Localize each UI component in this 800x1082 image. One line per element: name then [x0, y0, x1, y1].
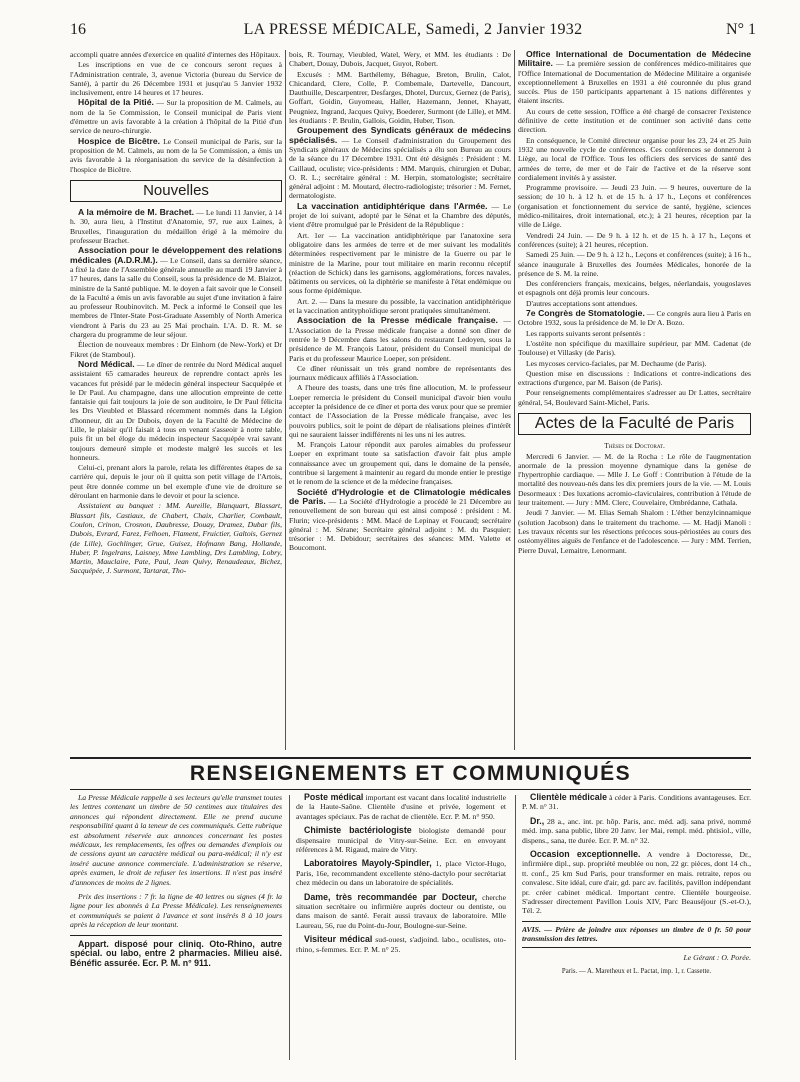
- paragraph: La Presse Médicale rappelle à ses lecteurs qu'elle transmet toutes les lettres contenant un timbre de 50 centimes aux titulaires des annonces qui répondent directement. Elle ne prend aucune responsabilité quant à la teneur de ces communiqués. Cette rubrique est absolument réservée aux annonces concernant les postes médicaux, les remplacements, les offres ou demandes d'emplois ou de cessions ayant un caractère médical ou para-médical; il n'y est inséré aucune annonce commerciale. L'administration se réserve, après examen, le droit de refuser les insertions. Il n'est pas inséré d'annonces de moins de 2 lignes.: [70, 793, 282, 887]
- article-bicetre: [70, 137, 282, 174]
- paragraph: Question mise en discussions : Indications et contre-indications des extractions d'urgence, par M. Baison (de Paris).: [518, 368, 751, 388]
- article-text: — L'Association de la Presse médicale française a donné son dîner de rentrée le 9 Décembre dans les salons du restaurant Ledoyen, sous la présidence de M. François Latour, président du Conseil municipal de Paris et du professeur Maurice Loeper, son président.: [289, 316, 511, 363]
- classifieds-column-1: [70, 793, 282, 1063]
- article-heading: Société d'Hydrologie et de Climatologie médicales de Paris.: [289, 486, 511, 506]
- classified-ad: [296, 893, 506, 931]
- paragraph: Les mycoses cervico-faciales, par M. Dechaume (de Paris).: [526, 358, 707, 368]
- paragraph: Des conférenciers français, mexicains, belges, néerlandais, yougoslaves et espagnols ont déjà promis leur concours.: [518, 279, 751, 298]
- ad-heading: Occasion exceptionnelle.: [530, 849, 641, 860]
- article-text: Le Conseil municipal de Paris, sur la proposition de M. Calmels, au nom de la 5e Commission, a émis un avis favorable à la réorganisation du service de la désinfection à l'hospice de Bicêtre.: [70, 136, 282, 174]
- column-2: [289, 50, 511, 752]
- issue-number: N° 1: [726, 21, 756, 38]
- article-heading: Office International de Documentation de Médecine Militaire.: [518, 50, 751, 69]
- article-text: — La première session de conférences médico-militaires que l'Office International de Documentation de Médecine Militaire a organisée exceptionnellement à Bruxelles en 1931 a été couronnée du plus grand succès. Plus de 150 participants appartenant à 15 nations différentes y étaient inscrits.: [518, 59, 751, 106]
- ad-heading: Visiteur médical: [304, 934, 373, 945]
- subsection-title: Thèses de Doctorat.: [604, 441, 665, 451]
- paragraph: Art. 2. — Dans la mesure du possible, la vaccination antidiphtérique et la vaccination antityphoïdique seront pratiquées simultanément.: [289, 296, 511, 316]
- paragraph: Samedi 25 Juin. — De 9 h. à 12 h., Leçons et conférences (suite); à 16 h., séance inaugurale à Bruxelles des Journées Médicales, honorée de la présence de S. M. la reine.: [518, 250, 751, 278]
- article-heading: A la mémoire de M. Brachet.: [78, 207, 194, 218]
- paragraph: Pour renseignements complémentaires s'adresser au Dr Lattes, secrétaire général, 54, Boulevard Saint-Michel, Paris.: [518, 388, 751, 407]
- column-divider: [514, 50, 515, 750]
- article-heading: Nord Médical.: [78, 358, 135, 369]
- classified-ad: [296, 935, 506, 954]
- paragraph: Jeudi 7 Janvier. — M. Elias Semah Shalom : L'éther benzylcinnamique (solution Jacobson) dans le traitement du trachome. — M. Hadji Manoli : Les travaux récents sur les résections précoces sous-périostées au cours des ostéomyélites aiguës de l'enfance et de l'adolescence. — Jury : MM. Terrien, Pierre Duval, Lemaitre, Lenormant.: [518, 508, 751, 555]
- article-text: — Ce congrès aura lieu à Paris en Octobre 1932, sous la présidence de M. le Dr A. Bozo.: [518, 309, 751, 328]
- ad-heading: Dame, très recommandée par Docteur,: [304, 891, 478, 902]
- ad-text: sud-ouest, s'adjoind. labo., oculistes, oto-rhino, s-femmes. Ecr. P. M. n° 25.: [296, 935, 506, 954]
- page-number: 16: [70, 21, 86, 38]
- renseignements-banner: [70, 757, 751, 790]
- classified-ad: [522, 817, 751, 845]
- ad-heading: Dr.,: [530, 815, 545, 826]
- article-heading: Hôpital de la Pitié.: [78, 97, 154, 108]
- paragraph: L'ostéite non spécifique du maxillaire supérieur, par MM. Cadenat (de Toulouse) et Villasky (de Paris).: [518, 338, 751, 358]
- article-text: — Le dîner de rentrée du Nord Médical auquel assistaient 65 camarades heureux de reprendre contact après les vacances fut présidé par le médecin général inspecteur Sacquépée et le Dr Paul. Au champagne, dans une allocution empreinte de cette fantaisie qui fait toujours la joie de son auditoire, le Dr Paul félicita les Drs Vieubled et Blassard récemment nommés dans la Légion d'honneur, dit au Dr Dubois, doyen de la Faculté de Médecine de Lille, le plaisir qu'il faisait à tous en venant s'asseoir à notre table, puis fit un bel éloge du médecin inspecteur Sacquépée vrai savant toujours demeuré simple et modeste malgré les succès et les honneurs.: [70, 359, 282, 462]
- paragraph: Art. 1er — La vaccination antidiphtérique par l'anatoxine sera obligatoire dans les armées de terre et de mer suivant les modalités déterminées respectivement par le ministre de la Guerre ou par le ministre de la Marine, pour tout militaire en marin reconnu réceptif (réaction de Schick) dans les garnisons, agglomérations, forces navales, bâtiments ou services, où la diphtérie se manifeste à l'état endémique ou sous forme épidémique.: [289, 230, 511, 296]
- classified-ad: [522, 793, 751, 812]
- ad-text: important est vacant dans localité industrielle de la Haute-Saône. Clientèle d'usine et privée, logement et avantages spéciaux. Pas de rachat de clientèle. Ecr. P. M. n° 950.: [296, 793, 506, 821]
- article-text: — Le projet de loi suivant, adopté par le Sénat et la Chambre des députés, vient d'être promulgué par le Président de la République :: [289, 201, 511, 230]
- ad-text: Appart. disposé pour cliniq. Oto-Rhino, autre spécial. ou labo, entre 2 pharmacies. Milieu aisé. Bénéfic assurée. Ecr. P. M. n° 911.: [70, 938, 282, 968]
- paragraph: Assistaient au banquet : MM. Aureille, Blanquart, Blassart, Blassart fils, Castiaux, de Chabert, Chaix, Charlier, Combault, Coulon, Crinon, Crosnon, Daubresse, Douay, Dramez, Dubar fils, Dubois, Evrard, Farez, Felhoen, Flament, Fruictier, Galtois, Gernez (de Lille), Gochlinger, Grue, Guisez, Hofmann Bang, Hollande, Huber, P. Ingelrans, Laisney, Mme Lambling, Drs Lambling, Lobry, Martin, Mauclaire, Pate, Paul, Jean Quivy, Renaudeaux, Bichez, Sacquépée, J. Surmont, Tartarat, Tho-: [70, 501, 282, 576]
- running-header: [70, 21, 756, 43]
- paragraph: bois, R. Tournay, Vieubled, Watel, Wery, et MM. les étudiants : De Chabert, Douay, Dubois, Jacquet, Guyot, Robert.: [289, 50, 511, 69]
- ad-heading: Chimiste bactériologiste: [304, 825, 412, 836]
- ad-heading: Clientèle médicale: [530, 793, 607, 802]
- ad-text: 28 a., anc. int. pr. hôp. Paris, anc. méd. adj. sana privé, nommé méd. imp. sana public, libre 20 Janv. 1er Mai, rempl. méd. phtisiol., ville, dispens., sana, tte durée. Ecr. P. M. n° 32.: [522, 816, 751, 845]
- section-box-nouvelles: [70, 180, 282, 202]
- paragraph: Excusés : MM. Barthélemy, Béhague, Breton, Brulin, Calot, Chicandard, Clere, Colle, P. Combemale, Dartevelle, Dancourt, Dauthuille, Descarpentrer, Desfarges, Dhotel, Durcux, Gernez (de Paris), Goffart, Goidin, Guyomeau, Haller, Hazemann, Jennet, Khayatt, Peugniez, Ingrand, Jacques Quivy, Boederer, Surmont (de Lille), et MM. les étudiants : P. Brulin, Gallois, Goidin, Huber, Tison.: [289, 69, 511, 126]
- article-vaccination: [289, 202, 511, 230]
- paragraph: Élection de nouveaux membres : Dr Einhorn (de New-York) et Dr Fikret (de Stamboul).: [70, 340, 282, 359]
- journal-title: LA PRESSE MÉDICALE, Samedi, 2 Janvier 1932: [243, 21, 583, 38]
- article-stomatologie: [518, 309, 751, 328]
- ad-heading: Laboratoires Mayoly-Spindler,: [304, 858, 432, 869]
- article-syndicats: [289, 126, 511, 200]
- paragraph: En conséquence, le Comité directeur organise pour les 23, 24 et 25 Juin 1932 une nouvelle cycle de conférences. Ces conférences se donneront à Liège, au local de l'Office. Tous les officiers des services de santé des armées de terre, de mer et de l'air de l'active et de la réserve sont cordialement invités à y assister.: [518, 135, 751, 182]
- classifieds-column-2: [296, 793, 506, 1063]
- classified-ad: [522, 850, 751, 916]
- section-title: Actes de la Faculté de Paris: [534, 414, 735, 432]
- divider: [70, 935, 282, 936]
- paragraph: Prix des insertions : 7 fr. la ligne de 40 lettres ou signes (4 fr. la ligne pour les abonnés à La Presse Médicale). Les renseignements et communiqués se paient à l'avance et sont insérés 8 à 10 jours après la réception de leur montant.: [70, 892, 282, 930]
- article-heading: 7e Congrès de Stomatologie.: [526, 308, 645, 319]
- article-text: — La Société d'Hydrologie a procédé le 21 Décembre au renouvellement de son bureau qui est ainsi composé : président : M. Flurin; vice-présidents : MM. Macé de Lepinay et Foucaud; secrétaire général : M. Sérane; Secrétaire général adjoint : M. du Pasquier; trésorier : M. Debidour; secrétaires des séances: MM. Valette et Boucomont.: [289, 496, 511, 553]
- article-pitie: [70, 98, 282, 135]
- section-title: Nouvelles: [143, 181, 209, 199]
- article-heading: Association de la Presse médicale française.: [297, 315, 498, 326]
- manager-signature: Le Gérant : O. Porée.: [683, 952, 751, 962]
- classified-ad: [296, 859, 506, 887]
- classified-ad: [296, 793, 506, 821]
- notice-avis: AVIS. — Prière de joindre aux réponses un timbre de 0 fr. 50 pour transmission des lettres.: [522, 921, 751, 948]
- printer-line: Paris. — A. Maretheux et L. Pactat, imp. 1, r. Cassette.: [561, 968, 712, 976]
- section-box-actes: [518, 413, 751, 435]
- article-hydrologie: [289, 488, 511, 553]
- ad-text: A vendre à Doctoresse, Dr., infirmière dipl., sup. propriété meublée ou non, 22 gr. pièces, dont 14 ch., tt. conf., 25 km Sud Paris, pour transformer en mais. retraite, repos ou convalesc. Site idéal, cure d'air, gd. parc av. facilités, pavillon indépendant pr. créer cabinet médical. Important centre. Clientèle bourgeoise. S'adresser directement Pavillon Louis XIV, Parc Beauséjour (S.-et-O.), Tél. 2.: [522, 850, 751, 916]
- paragraph: Les rapports suivants seront présentés :: [526, 328, 646, 338]
- ad-text: 1, place Victor-Hugo, Paris, 16e, recommandent excellente sténo-dactylo pour secrétariat chez médecin ou dans un laboratoire de spécialités.: [296, 859, 506, 888]
- classifieds-column-3: [522, 793, 751, 1063]
- ad-heading: Poste médical: [304, 793, 364, 802]
- paragraph: Celui-ci, prenant alors la parole, relata les différentes étapes de sa carrière qui, depuis le jour où il quitta son petit village de l'Artois, peut être donnée comme un bel exemple d'une vie de droiture se déroulant en harmonie dans le devoir et pour la science.: [70, 463, 282, 501]
- paragraph: Au cours de cette session, l'Office a été chargé de consacrer l'existence définitive de cette institution et de continuer son activité dans cette direction.: [518, 106, 751, 135]
- article-presse: [289, 316, 511, 362]
- paragraph: Vendredi 24 Juin. — De 9 h. à 12 h. et de 15 h. à 17 h., Leçons et conférences (suite); à 21 heures, réception.: [518, 230, 751, 249]
- paragraph: Programme provisoire. — Jeudi 23 Juin. — 9 heures, ouverture de la session; de 10 h. à 12 h. et de 15 h. à 17 h., Leçons et conférences (organisation et fonctionnement du service de santé, hygiène, sciences médico-militaires, droit international, etc.); à 21 heures, réception par la ville de Liége.: [518, 183, 751, 230]
- section-title: RENSEIGNEMENTS ET COMMUNIQUÉS: [189, 762, 632, 785]
- article-office: [518, 50, 751, 106]
- paragraph: Les inscriptions en vue de ce concours seront reçues à l'Administration centrale, 3, avenue Victoria (bureau du Service de Santé), à partir du 26 Décembre 1931 et jusqu'au 5 Janvier 1932 inclusivement, entre 14 heures et 17 heures.: [70, 60, 282, 98]
- article-text: — Le lundi 11 Janvier, à 14 h. 30, aura lieu, à l'Institut d'Anatomie, 97, rue aux Laines, à Bruxelles, l'inauguration du médaillon érigé à la mémoire du professeur Brachet.: [70, 208, 282, 246]
- article-brachet: [70, 208, 282, 245]
- paragraph: D'autres acceptations sont attendues.: [526, 298, 638, 308]
- article-heading: La vaccination antidiphtérique dans l'Armée.: [297, 200, 488, 211]
- article-text: — Le Conseil d'administration du Groupement des Syndicats généraux de Médecins spécialisés a élu son Bureau au cours de la séance du 17 Décembre 1931. Ont été désignés : Président : M. Caillaud, oculiste; vice-présidents : MM. Marquis, chirurgien et Dubar, O. R. L.; secrétaire général : M. Herpin, stomatologiste; secrétaire général adjoint : M. Moutard, électro-radiologiste; trésorier : M. Fernet, dermatologiste.: [289, 135, 511, 201]
- article-text: — Sur la proposition de M. Calmels, au nom de la 5e Commission, le Conseil municipal de Paris vient d'émettre un avis favorable à la création à l'hôpital de la Pitié d'un service de neuro-chirurgie.: [70, 98, 282, 136]
- paragraph: accompli quatre années d'exercice en qualité d'internes des Hôpitaux.: [70, 50, 281, 59]
- ad-text: biologiste demandé pour dispensaire municipal de Vitry-sur-Seine. Ecr. en envoyant références à M. Rigaud, maire de Vitry.: [296, 826, 506, 855]
- column-divider: [515, 795, 516, 1060]
- classified-ad: [70, 940, 282, 968]
- article-adrm: [70, 246, 282, 339]
- column-divider: [289, 795, 290, 1060]
- ad-text: cherche situation secrétaire ou infirmière auprès docteur ou dentiste, ou dans maison de santé. Ferait aussi travaux de laboratoire. Mlle Laureau, 56, rue du Point-du-Jour, Boulogne-sur-Seine.: [296, 892, 506, 930]
- article-heading: Hospice de Bicêtre.: [78, 135, 161, 146]
- article-nord: [70, 360, 282, 462]
- article-text: — Le Conseil, dans sa dernière séance, a fixé la date de l'Assemblée générale annuelle au mardi 19 Janvier à 17 heures, dans la salle du Conseil, sous la présidence de M. Blaizot, ministre de la Santé publique. M. le doyen a fait savoir que le Conseil de la Faculté a émis un avis favorable au sujet d'une invitation à faire au professeur Roubinovitch. M. Peck a informé le Conseil que les membres de l'Inter-State Post-Graduate Assembly of North America viendront à Paris du 23 au 25 Mai prochain. L'A. D. R. M. se chargera du programme de leur séjour.: [70, 255, 282, 340]
- paragraph: Mercredi 6 Janvier. — M. de la Rocha : Le rôle de l'augmentation anormale de la pression moyenne dynamique dans la genèse de l'hypertrophie cardiaque. — Mlle J. Le Goff : Contribution à l'étude de la mortalité des nouveau-nés dans les dix premiers jours de la vie. — M. Louis Desormeaux : Des luxations acromio-claviculaires, contribution à l'étude de leur traitement. — Jury : MM. Clerc, Couvelaire, Ombrédanne, Cathala.: [518, 451, 751, 508]
- classified-ad: [296, 826, 506, 854]
- article-heading: Groupement des Syndicats généraux de médecins spécialisés.: [289, 125, 511, 145]
- ad-text: à céder à Paris. Conditions avantageuses. Ecr. P. M. n° 31.: [522, 793, 751, 812]
- column-3: [518, 50, 751, 752]
- paragraph: M. François Latour répondit aux paroles aimables du professeur Loeper en exprimant toute sa satisfaction d'avoir fait plus ample connaissance avec un groupement qui, dans le domaine de la pensée, contribue si largement à maintenir au regard du monde entier le prestige et le renom de la science et de la médecine françaises.: [289, 440, 511, 487]
- article-heading: Association pour le développement des relations médicales (A.D.R.M.).: [70, 245, 282, 265]
- paragraph: Ce dîner réunissait un très grand nombre de représentants des journaux médicaux affiliés à l'Association.: [289, 363, 511, 383]
- paragraph: A l'heure des toasts, dans une très fine allocution, M. le professeur Loeper remercia le président du Conseil municipal d'avoir bien voulu accepter la présidence de ce dîner et porta des vœux pour que se premier contact de l'Association de la Presse médicale française, avec les pouvoirs publics, soit le point de départ de réalisations pleines d'intérêt qui ne sauraient laisser indifférents ni les uns ni les autres.: [289, 383, 511, 439]
- column-1: [70, 50, 282, 752]
- column-divider: [285, 50, 286, 750]
